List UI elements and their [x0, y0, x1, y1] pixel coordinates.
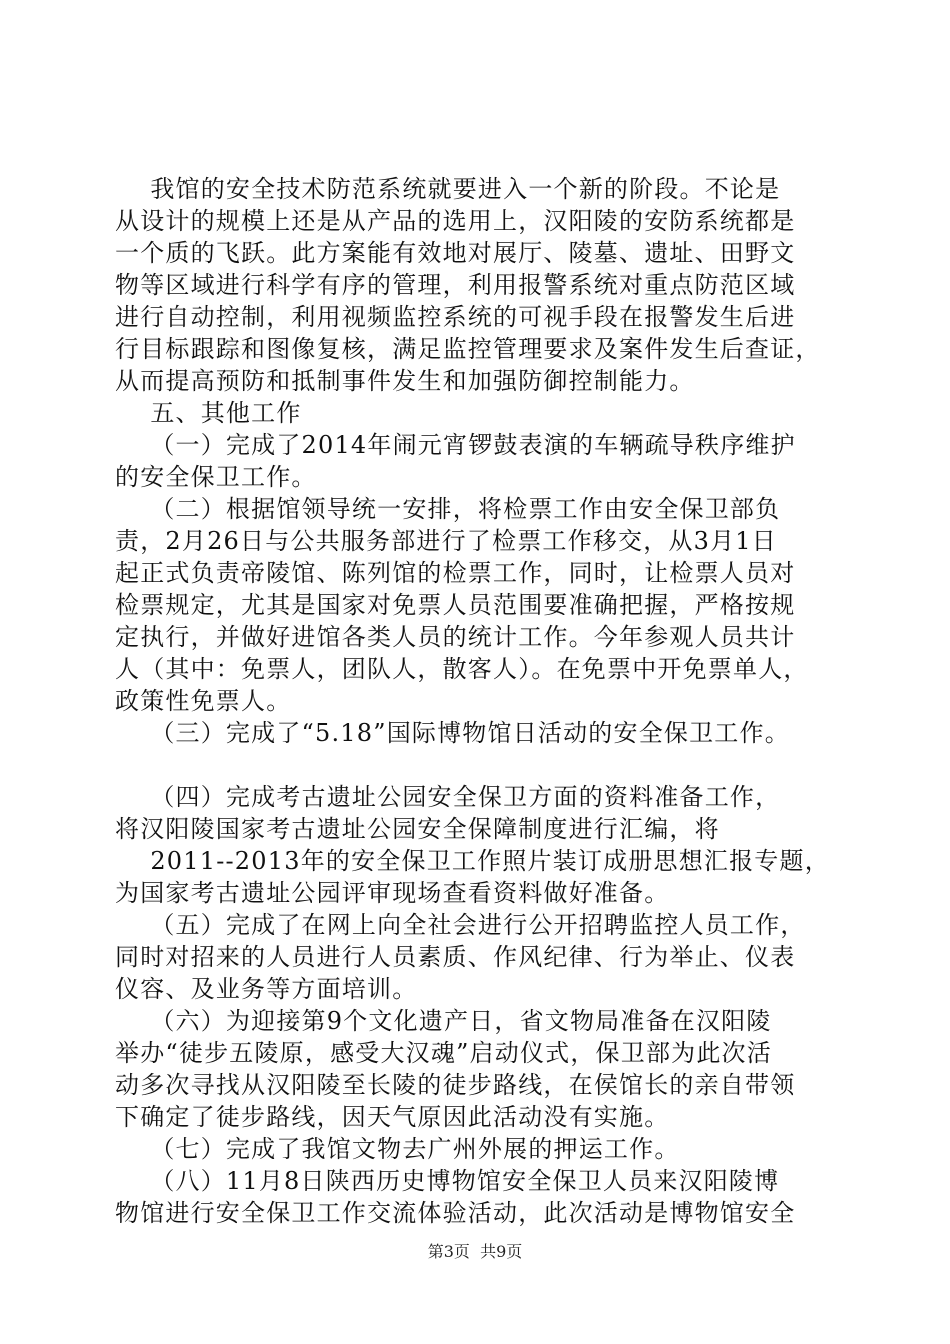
text-line: 政策性免票人。 — [115, 687, 292, 715]
text-line: （六）为迎接第9个文化遗产日，省文物局准备在汉阳陵 — [115, 1007, 772, 1035]
text-line: （三）完成了“5.18”国际博物馆日活动的安全保卫工作。 — [115, 719, 790, 747]
page-number: 第3页 共9页 — [427, 1242, 523, 1261]
text-line: （一）完成了2014年闹元宵锣鼓表演的车辆疏导秩序维护 — [115, 431, 796, 459]
text-line: （七）完成了我馆文物去广州外展的押运工作。 — [115, 1135, 680, 1163]
text-line: 我馆的安全技术防范系统就要进入一个新的阶段。不论是 — [115, 175, 781, 203]
text-line: 物馆进行安全保卫工作交流体验活动，此次活动是博物馆安全 — [115, 1199, 796, 1227]
text-line: 一个质的飞跃。此方案能有效地对展厅、陵墓、遗址、田野文 — [115, 239, 796, 267]
text-line: 人（其中：免票人，团队人，散客人）。在免票中开免票单人， — [115, 655, 809, 683]
text-line: （四）完成考古遗址公园安全保卫方面的资料准备工作， — [115, 783, 781, 811]
text-line: 同时对招来的人员进行人员素质、作风纪律、行为举止、仪表 — [115, 943, 796, 971]
text-line: 将汉阳陵国家考古遗址公园安全保障制度进行汇编，将 — [115, 815, 720, 843]
text-line: 进行自动控制，利用视频监控系统的可视手段在报警发生后进 — [115, 303, 796, 331]
text-line: 从而提高预防和抵制事件发生和加强防御控制能力。 — [115, 367, 695, 395]
text-line: 检票规定，尤其是国家对免票人员范围要准确把握，严格按规 — [115, 591, 796, 619]
text-line: 从设计的规模上还是从产品的选用上，汉阳陵的安防系统都是 — [115, 207, 796, 235]
text-line: 动多次寻找从汉阳陵至长陵的徒步路线，在侯馆长的亲自带领 — [115, 1071, 796, 1099]
text-line: 仪容、及业务等方面培训。 — [115, 975, 418, 1003]
text-line: （五）完成了在网上向全社会进行公开招聘监控人员工作， — [115, 911, 806, 939]
text-line: （二）根据馆领导统一安排，将检票工作由安全保卫部负 — [115, 495, 781, 523]
text-line: 行目标跟踪和图像复核，满足监控管理要求及案件发生后查证， — [115, 335, 821, 363]
text-line: 的安全保卫工作。 — [115, 463, 317, 491]
text-line: 为国家考古遗址公园评审现场查看资料做好准备。 — [115, 879, 670, 907]
text-line: 起正式负责帝陵馆、陈列馆的检票工作，同时，让检票人员对 — [115, 559, 796, 587]
text-line: 举办“徒步五陵原，感受大汉魂”启动仪式，保卫部为此次活 — [115, 1039, 772, 1067]
text-line: 下确定了徒步路线，因天气原因此活动没有实施。 — [115, 1103, 670, 1131]
text-line: 定执行，并做好进馆各类人员的统计工作。今年参观人员共计 — [115, 623, 796, 651]
text-line: 责，2月26日与公共服务部进行了检票工作移交，从3月1日 — [115, 527, 777, 555]
text-line: （八）11月8日陕西历史博物馆安全保卫人员来汉阳陵博 — [115, 1167, 780, 1195]
text-line: 2011--2013年的安全保卫工作照片装订成册思想汇报专题， — [115, 847, 830, 875]
section-heading: 五、其他工作 — [115, 399, 302, 427]
text-line: 物等区域进行科学有序的管理，利用报警系统对重点防范区域 — [115, 271, 796, 299]
